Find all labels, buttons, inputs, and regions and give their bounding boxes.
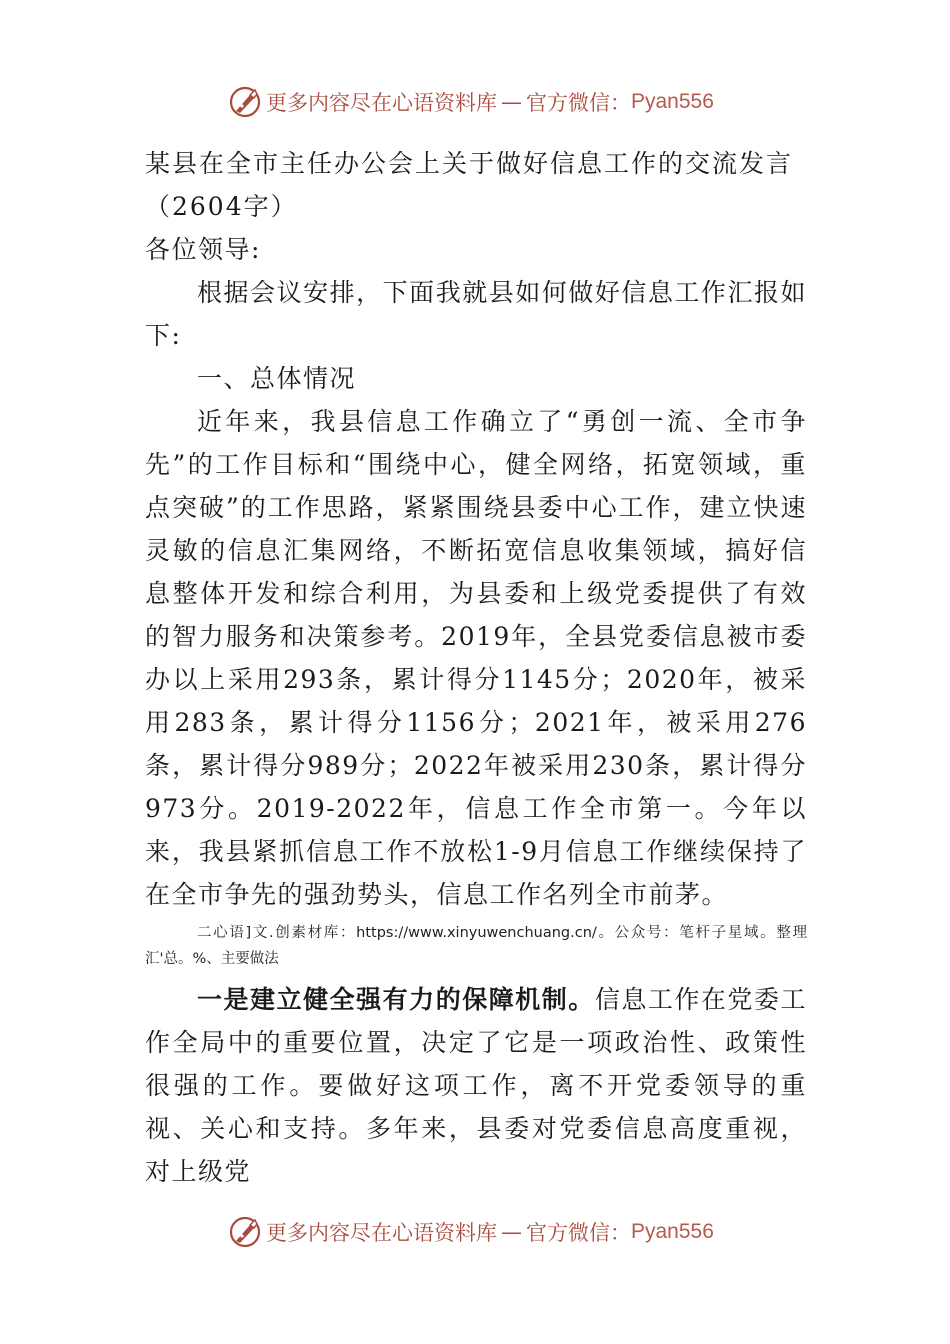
document-body bbox=[145, 142, 807, 1193]
banner-separator: — bbox=[501, 90, 522, 114]
section-heading-overview: 一、总体情况 bbox=[197, 364, 357, 393]
banner-separator: — bbox=[501, 1220, 522, 1244]
pen-nib-logo-icon bbox=[228, 85, 262, 119]
banner-main-text: 更多内容尽在心语资料库 bbox=[266, 1221, 497, 1245]
footer-watermark-banner bbox=[228, 1212, 748, 1252]
banner-wechat-id: Pyan556 bbox=[631, 90, 714, 113]
banner-wechat-label: 官方微信： bbox=[526, 1221, 631, 1245]
header-watermark-banner bbox=[228, 82, 748, 122]
banner-wechat-id: Pyan556 bbox=[631, 1220, 714, 1243]
measure-1-heading: 一是建立健全强有力的保障机制。 bbox=[197, 985, 595, 1014]
intro-paragraph: 根据会议安排，下面我就县如何做好信息工作汇报如下: bbox=[145, 278, 807, 350]
salutation: 各位领导: bbox=[145, 235, 261, 264]
banner-wechat-label: 官方微信： bbox=[526, 91, 631, 115]
source-note: 二心语]文.创素材库：https://www.xinyuwenchuang.cn/。公众号：笔杆子星域。整理汇'总。%、主要做法 bbox=[145, 925, 807, 967]
pen-nib-logo-icon bbox=[228, 1215, 262, 1249]
measure-paragraph-1 bbox=[145, 978, 807, 1193]
document-title: 某县在全市主任办公会上关于做好信息工作的交流发言 bbox=[145, 149, 794, 178]
overview-paragraph: 近年来，我县信息工作确立了“勇创一流、全市争先”的工作目标和“围绕中心，健全网络，拓宽领域，重点突破”的工作思路，紧紧围绕县委中心工作，建立快速灵敏的信息汇集网络，不断拓宽信息收集领域，搞好信息整体开发和综合利用，为县委和上级党委提供了有效的智力服务和决策参考。2019年，全县党委信息被市委办以上采用293条，累计得分1145分；2020年，被采用283条，累计得分1156分；2021年，被采用276条，累计得分989分；2022年被采用230条，累计得分973分。2019-2022年，信息工作全市第一。今年以来，我县紧抓信息工作不放松1-9月信息工作继续保持了在全市争先的强劲势头，信息工作名列全市前茅。 bbox=[145, 407, 807, 909]
document-word-count: （2604字） bbox=[145, 192, 298, 221]
banner-main-text: 更多内容尽在心语资料库 bbox=[266, 91, 497, 115]
measure-1-text: 信息工作在党委工作全局中的重要位置，决定了它是一项政治性、政策性很强的工作。要做好这项工作，离不开党委领导的重视、关心和支持。多年来，县委对党委信息高度重视，对上级党 bbox=[145, 985, 807, 1186]
